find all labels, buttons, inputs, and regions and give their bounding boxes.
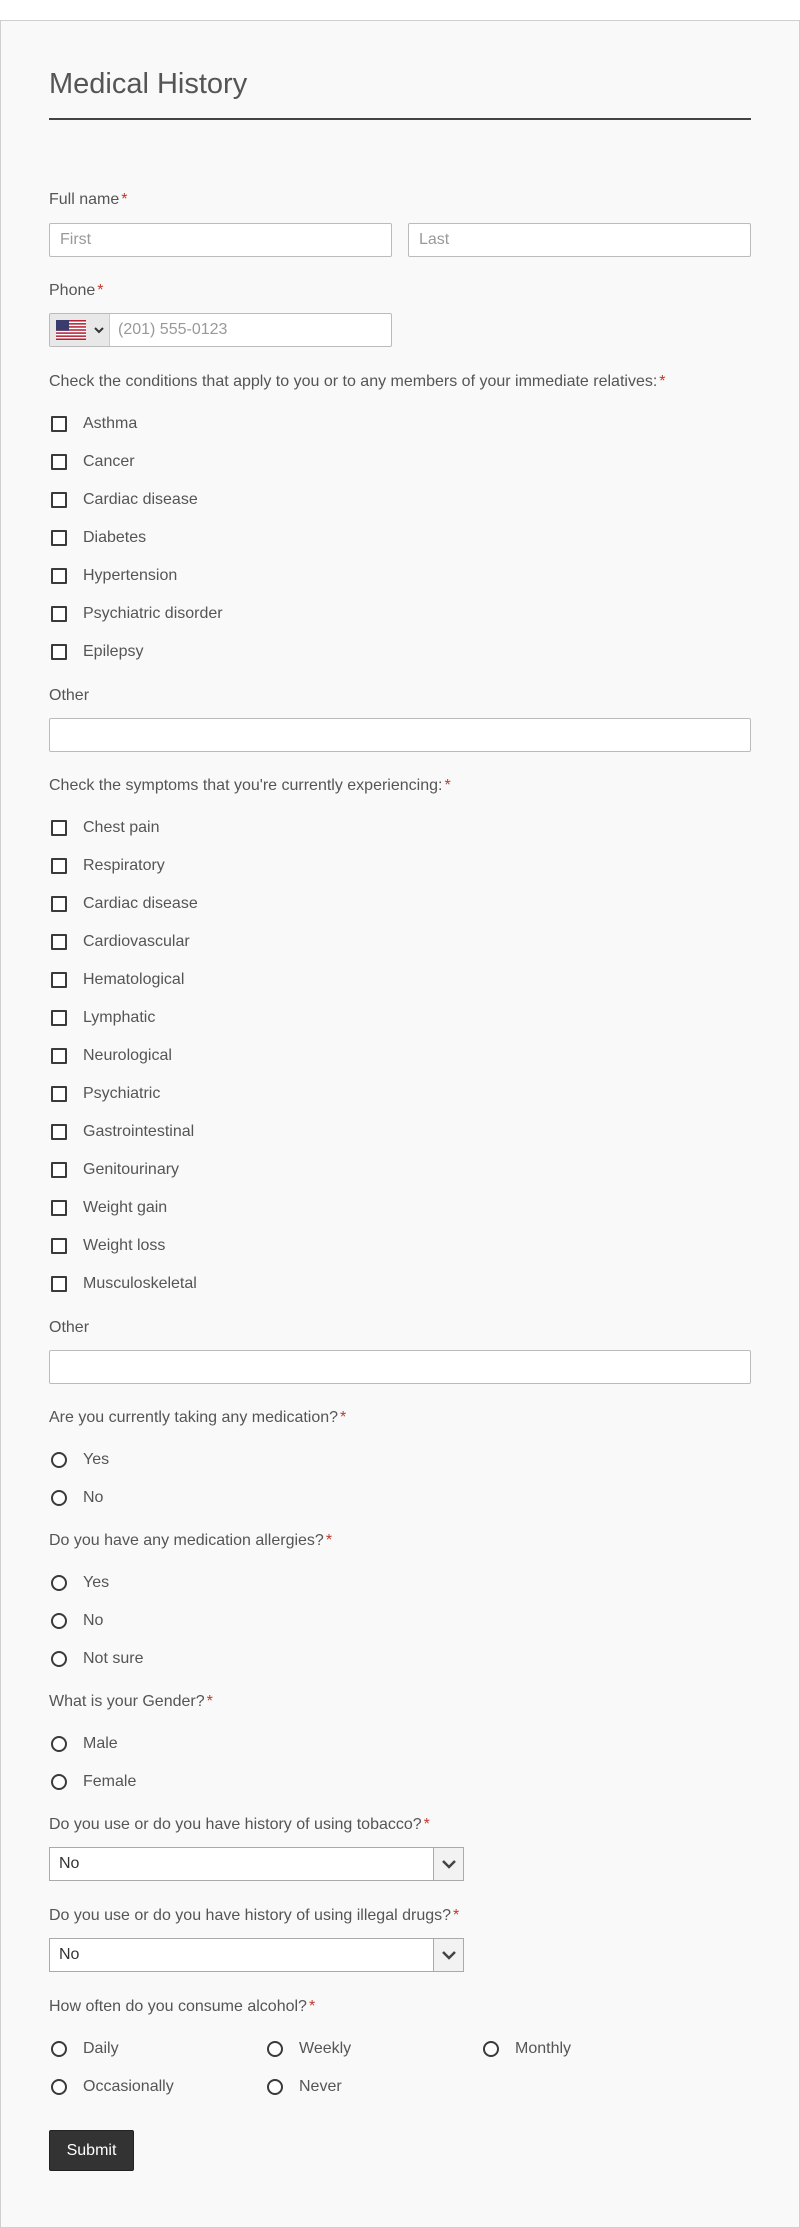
first-name-input[interactable] [49, 223, 392, 257]
symptom-checkbox-respiratory[interactable] [51, 854, 165, 878]
required-mark: * [453, 1907, 460, 1924]
checkbox-label: Weight loss [83, 1237, 166, 1254]
radio-button[interactable] [51, 2041, 67, 2057]
radio-button[interactable] [267, 2041, 283, 2057]
checkbox[interactable] [51, 972, 67, 988]
checkbox[interactable] [51, 568, 67, 584]
required-mark: * [206, 1693, 213, 1710]
radio-button[interactable] [51, 2079, 67, 2095]
radio-button[interactable] [51, 1651, 67, 1667]
symptom-checkbox-chest-pain[interactable] [51, 816, 160, 840]
symptom-checkbox-cardiovascular[interactable] [51, 930, 190, 954]
checkbox-label: Chest pain [83, 819, 160, 836]
checkbox-label: Psychiatric disorder [83, 605, 223, 622]
checkbox-label: Lymphatic [83, 1009, 156, 1026]
symptom-checkbox-psychiatric[interactable] [51, 1082, 160, 1106]
radio-label: No [83, 1612, 104, 1629]
checkbox-label: Psychiatric [83, 1085, 161, 1102]
medication-label: Are you currently taking any medication? * [49, 1409, 347, 1426]
alcohol-radio-weekly[interactable] [267, 2037, 351, 2061]
checkbox-label: Gastrointestinal [83, 1123, 195, 1140]
radio-label: Yes [83, 1574, 110, 1591]
condition-checkbox-asthma[interactable] [51, 412, 137, 436]
required-mark: * [325, 1532, 333, 1549]
checkbox-label: Respiratory [83, 857, 165, 874]
checkbox[interactable] [51, 1276, 67, 1292]
full-name-label: Full name * [49, 191, 128, 208]
chevron-down-icon [441, 1858, 457, 1870]
checkbox-label: Asthma [83, 415, 138, 432]
symptom-checkbox-cardiac-disease[interactable] [51, 892, 198, 916]
checkbox-label: Musculoskeletal [83, 1275, 197, 1292]
symptoms-label: Check the symptoms that you're currently experiencing: * [49, 777, 451, 794]
symptoms-other-label: Other [49, 1319, 90, 1336]
checkbox[interactable] [51, 454, 67, 470]
phone-input[interactable] [112, 314, 390, 346]
checkbox[interactable] [51, 416, 67, 432]
required-mark: * [659, 373, 666, 390]
phone-field [49, 313, 392, 347]
radio-label: Not sure [83, 1650, 144, 1667]
medication-radio-yes[interactable] [51, 1448, 109, 1472]
country-code-dropdown[interactable] [50, 314, 110, 346]
select-arrow-box [433, 1939, 463, 1971]
condition-checkbox-cardiac-disease[interactable] [51, 488, 198, 512]
required-mark: * [444, 777, 451, 794]
radio-label: Daily [83, 2040, 119, 2057]
checkbox-label: Diabetes [83, 529, 147, 546]
radio-label: Monthly [515, 2040, 572, 2057]
required-mark: * [308, 1998, 316, 2015]
chevron-down-icon [94, 325, 104, 335]
checkbox-label: Cancer [83, 453, 135, 470]
condition-checkbox-psychiatric-disorder[interactable] [51, 602, 223, 626]
checkbox[interactable] [51, 1124, 67, 1140]
checkbox-label: Cardiovascular [83, 933, 190, 950]
tobacco-label: Do you use or do you have history of using tobacco? * [49, 1816, 430, 1833]
allergies-radio-not-sure[interactable] [51, 1647, 143, 1671]
checkbox-label: Weight gain [83, 1199, 168, 1216]
radio-label: No [83, 1489, 104, 1506]
radio-label: Occasionally [83, 2078, 174, 2095]
conditions-other-label: Other [49, 687, 90, 704]
select-arrow-box [433, 1848, 463, 1880]
checkbox-label: Hypertension [83, 567, 178, 584]
radio-label: Male [83, 1735, 118, 1752]
alcohol-radio-never[interactable] [267, 2075, 342, 2099]
checkbox[interactable] [51, 896, 67, 912]
checkbox[interactable] [51, 1086, 67, 1102]
radio-label: Never [299, 2078, 342, 2095]
us-flag-icon [56, 320, 86, 340]
required-mark: * [423, 1816, 430, 1833]
title-divider [49, 118, 751, 120]
radio-label: Female [83, 1773, 137, 1790]
alcohol-radio-daily[interactable] [51, 2037, 119, 2061]
radio-label: Weekly [299, 2040, 352, 2057]
chevron-down-icon [441, 1949, 457, 1961]
symptom-checkbox-lymphatic[interactable] [51, 1006, 155, 1030]
gender-radio-female[interactable] [51, 1770, 136, 1794]
radio-button[interactable] [483, 2041, 499, 2057]
checkbox[interactable] [51, 1238, 67, 1254]
conditions-other-input[interactable] [49, 718, 751, 752]
condition-checkbox-diabetes[interactable] [51, 526, 146, 550]
checkbox[interactable] [51, 858, 67, 874]
required-mark: * [340, 1409, 347, 1426]
radio-button[interactable] [51, 1613, 67, 1629]
checkbox-label: Hematological [83, 971, 185, 988]
allergies-label: Do you have any medication allergies? * [49, 1532, 333, 1549]
radio-button[interactable] [51, 1774, 67, 1790]
checkbox[interactable] [51, 606, 67, 622]
checkbox-label: Cardiac disease [83, 491, 198, 508]
radio-button[interactable] [51, 1736, 67, 1752]
required-mark: * [97, 282, 104, 299]
symptom-checkbox-musculoskeletal[interactable] [51, 1272, 197, 1296]
conditions-label: Check the conditions that apply to you or to any members of your immediate relatives: * [49, 373, 666, 390]
checkbox-label: Epilepsy [83, 643, 144, 660]
last-name-input[interactable] [408, 223, 751, 257]
checkbox-label: Cardiac disease [83, 895, 198, 912]
checkbox[interactable] [51, 820, 67, 836]
submit-button[interactable]: Submit [49, 2130, 134, 2171]
symptom-checkbox-neurological[interactable] [51, 1044, 172, 1068]
required-mark: * [121, 191, 128, 208]
select-value: No [59, 1946, 80, 1963]
radio-label: Yes [83, 1451, 110, 1468]
tobacco-select[interactable] [49, 1847, 464, 1881]
radio-button[interactable] [51, 1452, 67, 1468]
condition-checkbox-epilepsy[interactable] [51, 640, 143, 664]
select-value: No [59, 1855, 80, 1872]
drugs-label: Do you use or do you have history of using illegal drugs? * [49, 1907, 460, 1924]
radio-button[interactable] [51, 1575, 67, 1591]
checkbox[interactable] [51, 1048, 67, 1064]
alcohol-label: How often do you consume alcohol? * [49, 1998, 316, 2015]
phone-label: Phone * [49, 282, 104, 299]
symptom-checkbox-weight-loss[interactable] [51, 1234, 165, 1258]
checkbox[interactable] [51, 1200, 67, 1216]
checkbox[interactable] [51, 1010, 67, 1026]
radio-button[interactable] [267, 2079, 283, 2095]
alcohol-radio-monthly[interactable] [483, 2037, 571, 2061]
symptom-checkbox-genitourinary[interactable] [51, 1158, 179, 1182]
gender-radio-male[interactable] [51, 1732, 118, 1756]
symptom-checkbox-weight-gain[interactable] [51, 1196, 167, 1220]
checkbox[interactable] [51, 492, 67, 508]
symptoms-other-input[interactable] [49, 1350, 751, 1384]
page-title: Medical History [49, 68, 248, 100]
checkbox[interactable] [51, 530, 67, 546]
checkbox-label: Genitourinary [83, 1161, 180, 1178]
symptom-checkbox-hematological[interactable] [51, 968, 184, 992]
checkbox[interactable] [51, 644, 67, 660]
drugs-select[interactable] [49, 1938, 464, 1972]
gender-label: What is your Gender? * [49, 1693, 213, 1710]
condition-checkbox-cancer[interactable] [51, 450, 135, 474]
allergies-radio-no[interactable] [51, 1609, 103, 1633]
checkbox-label: Neurological [83, 1047, 172, 1064]
condition-checkbox-hypertension[interactable] [51, 564, 177, 588]
allergies-radio-yes[interactable] [51, 1571, 109, 1595]
radio-button[interactable] [51, 1490, 67, 1506]
checkbox[interactable] [51, 934, 67, 950]
checkbox[interactable] [51, 1162, 67, 1178]
medication-radio-no[interactable] [51, 1486, 103, 1510]
alcohol-radio-occasionally[interactable] [51, 2075, 174, 2099]
symptom-checkbox-gastrointestinal[interactable] [51, 1120, 194, 1144]
